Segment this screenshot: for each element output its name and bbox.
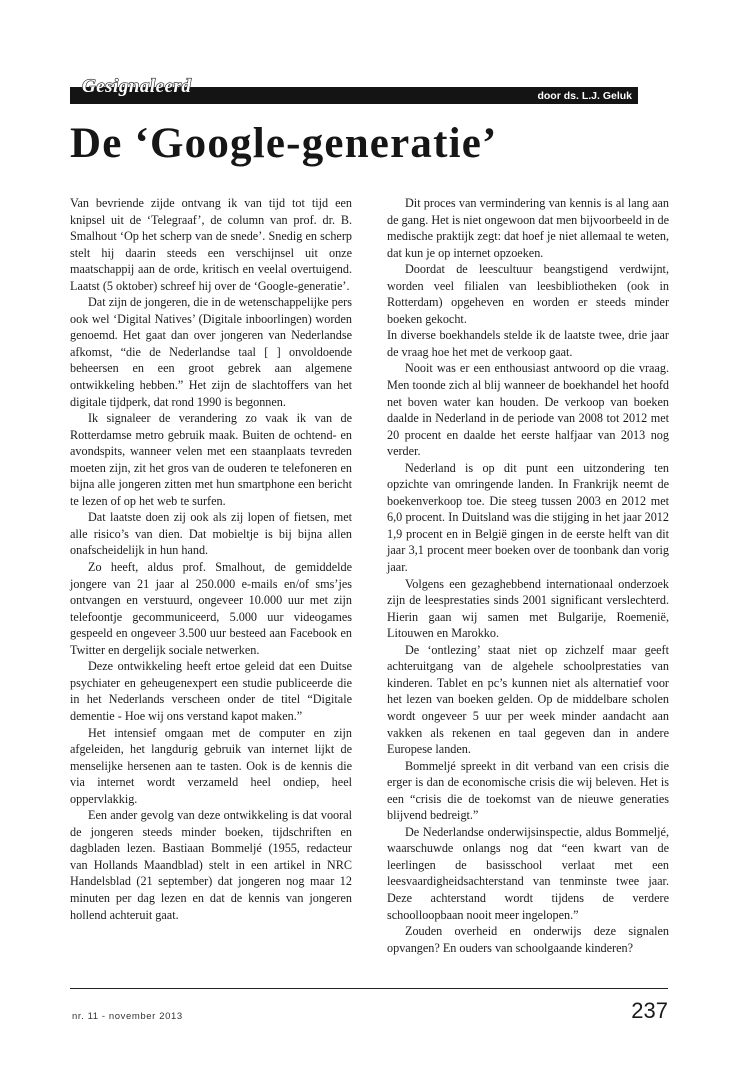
paragraph: De ‘ontlezing’ staat niet op zichzelf maar geeft achteruitgang van de algehele schoolprestaties van kinderen. Tablet en pc’s kunnen niet als alternatief voor het lezen van boeken gelden. Op de middelbare scholen wordt ongeveer 5 uur per week minder aandacht aan vakken als rekenen en taal gegeven dan in andere Europese landen. <box>387 642 669 757</box>
paragraph: Dat zijn de jongeren, die in de wetenschappelijke pers ook wel ‘Digital Natives’ (Digitale inboorlingen) worden genoemd. Het gaat dan over jongeren van Nederlandse afkomst, “die de Nederlandse taal [ ] onvoldoende beheersen en een groot gebrek aan algemene ontwikkeling hebben.” Het zijn de slachtoffers van het digitale tijdperk, dat rond 1990 is begonnen. <box>70 295 352 409</box>
author-byline: door ds. L.J. Geluk <box>537 90 632 102</box>
section-label: Gesignaleerd <box>82 76 192 97</box>
paragraph: In diverse boekhandels stelde ik de laatste twee, drie jaar de vraag hoe het met de verkoop gaat. <box>387 328 669 359</box>
paragraph: Een ander gevolg van deze ontwikkeling is dat vooral de jongeren steeds minder boeken, tijdschriften en dagbladen lezen. Bastiaan Bommeljé (1955, redacteur van Hollands Maandblad) stelt in een artikel in NRC Handelsblad (21 september) dat jongeren nog maar 12 minuten per dag lezen en dat de kennis van jongeren hollend achteruit gaat. <box>70 808 352 922</box>
paragraph: Nooit was er een enthousiast antwoord op die vraag. Men toonde zich al blij wanneer de boekhandel het hoofd net boven water kan houden. De verkoop van boeken daalde in Nederland in de periode van 2008 tot 2012 met 20 procent en daalde het eerste halfjaar van 2013 nog verder. <box>387 361 669 459</box>
article-column-left <box>70 195 352 923</box>
page-number: 237 <box>631 998 668 1023</box>
paragraph: Van bevriende zijde ontvang ik van tijd tot tijd een knipsel uit de ‘Telegraaf’, de column van prof. dr. B. Smalhout ‘Op het scherp van de snede’. Snedig en scherp stelt hij daarin steeds een verschijnsel uit onze maatschappij aan de orde, kritisch en veelal overtuigend. Laatst (5 oktober) schreef hij over de ‘Google-generatie’. <box>70 196 352 293</box>
paragraph: Dat laatste doen zij ook als zij lopen of fietsen, met alle risico’s van dien. Dat mobieltje is bij bijna allen onafscheidelijk in hun hand. <box>70 510 352 558</box>
footer-divider <box>70 988 668 989</box>
paragraph: Zo heeft, aldus prof. Smalhout, de gemiddelde jongere van 21 jaar al 250.000 e-mails en/of sms’jes ontvangen en verstuurd, ongeveer 10.000 uur met zijn telefoontje gecommuniceerd, 5.000 uur videogames gespeeld en ongeveer 3.500 uur besteed aan Facebook en Twitter en dergelijk sociale netwerken. <box>70 560 352 657</box>
paragraph: Het intensief omgaan met de computer en zijn afgeleiden, het langdurig gebruik van internet lijkt de menselijke hersenen aan te tasten. Ook is de kennis die via internet wordt verzameld heel ondiep, heel oppervlakkig. <box>70 725 352 806</box>
paragraph: Volgens een gezaghebbend internationaal onderzoek zijn de leesprestaties sinds 2001 significant verslechterd. Hierin gaan wij samen met Bulgarije, Roemenië, Litouwen en Marokko. <box>387 576 669 641</box>
paragraph: Dit proces van vermindering van kennis is al lang aan de gang. Het is niet ongewoon dat men bijvoorbeeld in de medische praktijk zegt: dat hoef je niet allemaal te weten, dat kun je op internet opzoeken. <box>387 196 669 260</box>
article-column-right <box>387 195 669 956</box>
issue-label: nr. 11 - november 2013 <box>72 1011 183 1022</box>
paragraph: Zouden overheid en onderwijs deze signalen opvangen? En ouders van schoolgaande kinderen? <box>387 924 669 955</box>
paragraph: Doordat de leescultuur beangstigend verdwijnt, worden veel filialen van leesbibliotheken (ook in Rotterdam) opgeheven en worden er steeds minder boeken gekocht. <box>387 262 669 326</box>
paragraph: Ik signaleer de verandering zo vaak ik van de Rotterdamse metro gebruik maak. Buiten de ochtend- en avondspits, wanneer velen met een staanplaats tevreden moeten zijn, zit het gros van de ouderen te telefoneren en bijna alle jongeren zitten met hun smartphone een bericht te lezen of op het web te surfen. <box>70 411 352 508</box>
paragraph: De Nederlandse onderwijsinspectie, aldus Bommeljé, waarschuwde onlangs nog dat “een kwart van de leerlingen de basisschool verlaat met een leesvaardigheidsachterstand van tenminste twee jaar. Deze achterstand wordt tijdens de verdere schoolloopbaan nooit meer ingelopen.” <box>387 824 669 922</box>
paragraph: Bommeljé spreekt in dit verband van een crisis die erger is dan de economische crisis die wij beleven. Het is een “crisis die de toekomst van de nieuwe generaties blijvend bedreigt.” <box>387 758 669 823</box>
article-title: De ‘Google-generatie’ <box>70 120 498 167</box>
paragraph: Nederland is op dit punt een uitzondering ten opzichte van omringende landen. In Frankrijk neemt de boekenverkoop toe. Die steeg tussen 2003 en 2012 met 6,0 procent. In Duitsland was die stijging in het jaar 2012 1,9 procent en in België gingen in de eerste helft van dit jaar 3,1 procent meer boeken over de toonbank dan vorig jaar. <box>387 460 669 575</box>
paragraph: Deze ontwikkeling heeft ertoe geleid dat een Duitse psychiater en geheugenexpert een studie publiceerde die in het Nederlands verscheen onder de titel “Digitale dementie - Hoe wij ons verstand kapot maken.” <box>70 659 352 723</box>
